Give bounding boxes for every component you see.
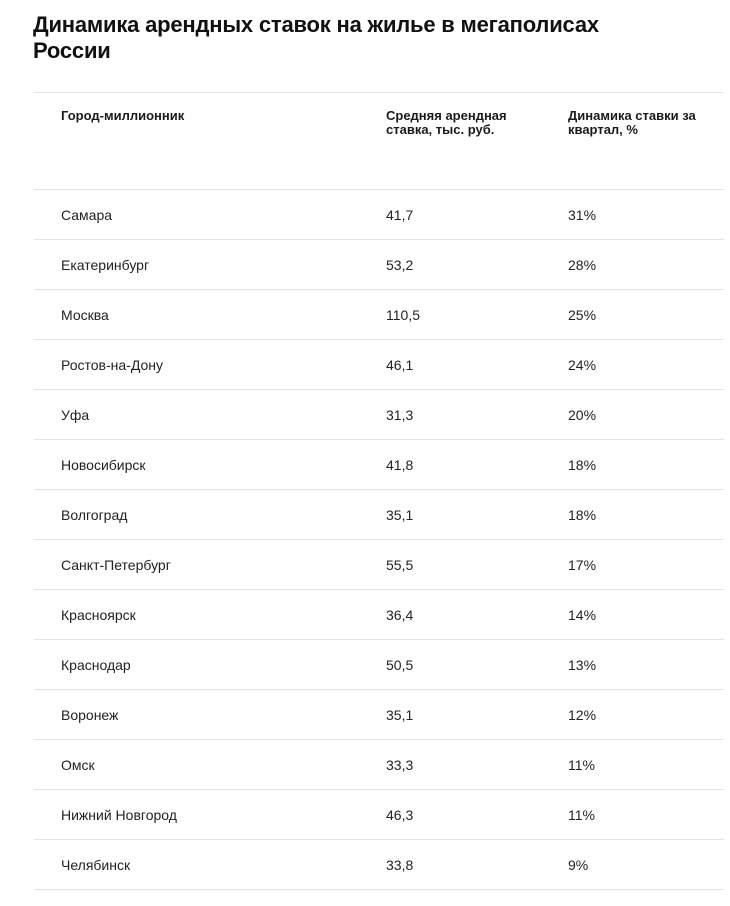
cell-dynamics: 9%	[568, 856, 589, 873]
cell-city: Самара	[61, 206, 113, 223]
cell-city: Волгоград	[61, 506, 128, 523]
cell-dynamics: 18%	[568, 456, 597, 473]
cell-dynamics: 20%	[568, 406, 597, 423]
cell-city: Воронеж	[61, 706, 119, 723]
cell-city: Ростов-на-Дону	[61, 356, 163, 373]
header-city: Город-миллионник	[61, 108, 185, 123]
table-row	[34, 740, 724, 790]
cell-dynamics: 13%	[568, 656, 597, 673]
table-header	[34, 93, 724, 190]
cell-rate: 41,7	[386, 206, 414, 223]
table-header-row	[34, 93, 724, 190]
header-dynamics: Динамика ставки за квартал, %	[568, 108, 696, 137]
cell-dynamics: 14%	[568, 606, 597, 623]
cell-city: Краснодар	[61, 656, 131, 673]
cell-dynamics: 31%	[568, 206, 597, 223]
table-row	[34, 390, 724, 440]
cell-city: Красноярск	[61, 606, 136, 623]
cell-dynamics: 25%	[568, 306, 597, 323]
rent-rates-table	[34, 92, 724, 890]
cell-city: Санкт-Петербург	[61, 556, 171, 573]
cell-dynamics: 24%	[568, 356, 597, 373]
table-row	[34, 590, 724, 640]
cell-dynamics: 17%	[568, 556, 597, 573]
cell-rate: 41,8	[386, 456, 414, 473]
cell-rate: 55,5	[386, 556, 414, 573]
cell-rate: 33,8	[386, 856, 414, 873]
cell-rate: 31,3	[386, 406, 414, 423]
cell-dynamics: 18%	[568, 506, 597, 523]
cell-rate: 35,1	[386, 706, 414, 723]
cell-city: Нижний Новгород	[61, 806, 177, 823]
cell-rate: 33,3	[386, 756, 414, 773]
header-rate: Средняя арендная ставка, тыс. руб.	[386, 108, 507, 137]
cell-dynamics: 11%	[568, 756, 595, 773]
table-row	[34, 290, 724, 340]
cell-city: Новосибирск	[61, 456, 146, 473]
cell-rate: 110,5	[386, 306, 420, 323]
table-body	[34, 190, 724, 890]
table-row	[34, 640, 724, 690]
table-row	[34, 240, 724, 290]
table-row	[34, 540, 724, 590]
table-row	[34, 340, 724, 390]
cell-dynamics: 11%	[568, 806, 595, 823]
table-row	[34, 190, 724, 240]
cell-dynamics: 12%	[568, 706, 597, 723]
table-row	[34, 490, 724, 540]
table-row	[34, 440, 724, 490]
cell-rate: 46,3	[386, 806, 414, 823]
cell-city: Челябинск	[61, 856, 131, 873]
cell-rate: 46,1	[386, 356, 414, 373]
table-row	[34, 840, 724, 890]
page-title: Динамика арендных ставок на жилье в мегаполисах России	[33, 12, 599, 63]
cell-rate: 36,4	[386, 606, 414, 623]
cell-rate: 35,1	[386, 506, 414, 523]
table-row	[34, 790, 724, 840]
cell-rate: 50,5	[386, 656, 414, 673]
cell-city: Москва	[61, 306, 109, 323]
cell-city: Омск	[61, 756, 95, 773]
cell-city: Екатеринбург	[61, 256, 150, 273]
cell-rate: 53,2	[386, 256, 414, 273]
cell-dynamics: 28%	[568, 256, 597, 273]
table-row	[34, 690, 724, 740]
cell-city: Уфа	[61, 406, 90, 423]
